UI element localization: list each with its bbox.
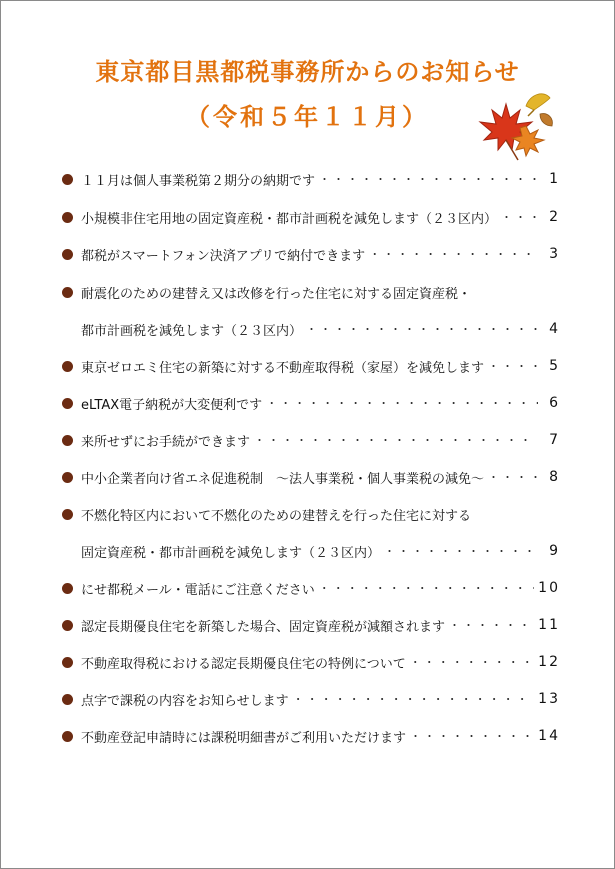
toc-entry-label: eLTAX電子納税が大変便利です [81, 397, 263, 413]
toc-entry [62, 577, 560, 599]
toc-page-number: 7 [549, 432, 560, 448]
toc-entry [62, 243, 560, 265]
bullet-icon [62, 657, 73, 668]
toc-page-number: 2 [549, 209, 560, 225]
bullet-icon [62, 731, 73, 742]
toc-entry-label: にせ都税メール・電話にご注意ください [81, 582, 315, 598]
toc-entry-label-continued: 都市計画税を減免します（２３区内） [81, 323, 303, 339]
bullet-icon [62, 361, 73, 372]
page-title: 東京都目黒都税事務所からのお知らせ [95, 58, 520, 86]
toc-entry-label: 不動産取得税における認定長期優良住宅の特例について [81, 656, 406, 672]
bullet-icon [62, 249, 73, 260]
toc-entry-continuation [62, 540, 560, 562]
toc-entry [62, 725, 560, 747]
dot-leader [384, 543, 538, 559]
bullet-icon [62, 212, 73, 223]
toc-entry-label: 耐震化のための建替え又は改修を行った住宅に対する固定資産税・ [81, 286, 472, 302]
dot-leader [488, 358, 538, 374]
dot-leader [488, 469, 538, 485]
toc-entry [62, 651, 560, 673]
bullet-icon [62, 398, 73, 409]
toc-page-number: 12 [538, 654, 560, 670]
toc-page-number: 1 [549, 171, 560, 187]
bullet-icon [62, 435, 73, 446]
toc-entry-label: 不燃化特区内において不燃化のための建替えを行った住宅に対する [81, 508, 472, 524]
toc-entry-label: 不動産登記申請時には課税明細書がご利用いただけます [81, 730, 407, 746]
dot-leader [319, 580, 534, 596]
dot-leader [293, 691, 535, 707]
toc-entry-continuation [62, 318, 560, 340]
bullet-icon [62, 694, 73, 705]
toc-page-number: 10 [538, 580, 560, 596]
bullet-icon [62, 620, 73, 631]
toc-page-number: 6 [549, 395, 560, 411]
toc-entry [62, 614, 560, 636]
toc-entry [62, 168, 560, 190]
toc-entry-label: 中小企業者向け省エネ促進税制 ～法人事業税・個人事業税の減免～ [81, 471, 485, 487]
dot-leader [254, 432, 538, 448]
toc-entry-label: 来所せずにお手続ができます [81, 434, 251, 450]
bullet-icon [62, 472, 73, 483]
toc-page-number: 5 [549, 358, 560, 374]
bullet-icon [62, 174, 73, 185]
toc-entry-label: 小規模非住宅用地の固定資産税・都市計画税を減免します（２３区内） [81, 211, 498, 227]
toc-entry-label: 点字で課税の内容をお知らせします [81, 693, 289, 709]
toc-entry-label-continued: 固定資産税・都市計画税を減免します（２３区内） [81, 545, 381, 561]
toc-entry-label: １１月は個人事業税第２期分の納期です [81, 173, 316, 189]
dot-leader [449, 617, 534, 633]
autumn-leaves-icon [478, 84, 558, 164]
dot-leader [266, 395, 538, 411]
toc-entry [62, 206, 560, 228]
page-subtitle: （令和５年１１月） [186, 103, 429, 131]
toc-entry [62, 392, 560, 414]
toc-entry-label: 認定長期優良住宅を新築した場合、固定資産税が減額されます [81, 619, 446, 635]
toc-entry [62, 503, 560, 525]
toc-page-number: 11 [538, 617, 560, 633]
toc-page-number: 9 [549, 543, 560, 559]
toc-entry [62, 429, 560, 451]
toc-page-number: 4 [549, 321, 560, 337]
toc-page-number: 3 [549, 246, 560, 262]
toc-page-number: 14 [538, 728, 560, 744]
toc-entry [62, 281, 560, 303]
bullet-icon [62, 287, 73, 298]
bullet-icon [62, 583, 73, 594]
dot-leader [410, 728, 534, 744]
dot-leader [306, 321, 538, 337]
toc-entry [62, 355, 560, 377]
dot-leader [369, 246, 538, 262]
toc-entry-label: 東京ゼロエミ住宅の新築に対する不動産取得税（家屋）を減免します [81, 360, 485, 376]
toc-page-number: 8 [549, 469, 560, 485]
toc-entry-label: 都税がスマートフォン決済アプリで納付できます [81, 248, 366, 264]
toc-page-number: 13 [538, 691, 560, 707]
toc-entry [62, 688, 560, 710]
dot-leader [501, 209, 538, 225]
bullet-icon [62, 509, 73, 520]
dot-leader [319, 171, 538, 187]
dot-leader [410, 654, 534, 670]
toc-entry [62, 466, 560, 488]
